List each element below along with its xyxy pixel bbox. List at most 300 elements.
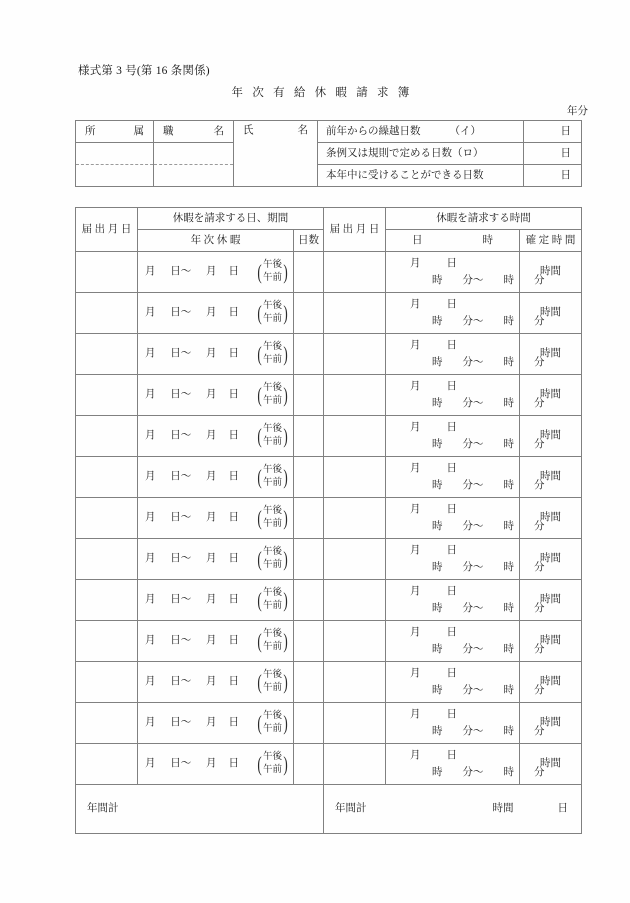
bracket-close-icon: ) <box>283 628 288 653</box>
cell-leave-hours[interactable] <box>386 744 545 785</box>
table-footer-row <box>76 785 582 834</box>
cell-leave-period[interactable] <box>138 375 294 416</box>
time-month: 月 <box>410 463 421 475</box>
cell-days-count[interactable] <box>294 621 324 662</box>
cell-days-count[interactable] <box>294 703 324 744</box>
form-number: 様式第 3 号(第 16 条関係) <box>78 65 210 77</box>
table-row <box>76 334 582 375</box>
cell-submit-date-left[interactable] <box>76 457 138 498</box>
time-min-from: 分〜 <box>462 561 484 573</box>
option-am[interactable]: 午前 <box>262 478 282 488</box>
period-day-to: 日 <box>228 553 239 565</box>
option-am[interactable]: 午前 <box>262 314 282 324</box>
time-hour-from: 時 <box>432 397 443 409</box>
available-days-value-cell[interactable] <box>524 165 582 187</box>
cell-submit-date-left[interactable] <box>76 621 138 662</box>
time-day: 日 <box>446 381 457 393</box>
cell-leave-hours[interactable] <box>386 703 545 744</box>
header-leave-period <box>138 208 324 230</box>
header-submit-date-left <box>76 208 138 252</box>
time-min-from: 分〜 <box>462 315 484 327</box>
time-month: 月 <box>410 545 421 557</box>
info-table-row <box>76 165 582 187</box>
period-day-from: 日〜 <box>170 553 192 565</box>
cell-submit-date-right[interactable] <box>324 621 386 662</box>
header-days-count-text: 日数 <box>298 234 319 246</box>
period-month-to: 月 <box>205 717 217 729</box>
period-month-from: 月 <box>145 266 156 278</box>
fixed-hours-unit: 時間 <box>540 307 561 319</box>
carryover-days-unit: 日 <box>560 125 571 137</box>
cell-submit-date-left[interactable] <box>76 539 138 580</box>
cell-leave-hours[interactable] <box>386 416 545 457</box>
bracket-open-icon: ( <box>257 259 262 284</box>
period-day-to: 日 <box>228 266 239 278</box>
ampm-selector[interactable] <box>256 341 289 367</box>
cell-leave-hours[interactable] <box>386 457 545 498</box>
bracket-open-icon: ( <box>257 546 262 571</box>
time-month: 月 <box>410 422 421 434</box>
option-am[interactable]: 午前 <box>262 683 282 693</box>
period-day-from: 日〜 <box>170 594 192 606</box>
cell-submit-date-left[interactable] <box>76 662 138 703</box>
period-month-from: 月 <box>145 717 156 729</box>
period-day-to: 日 <box>228 635 239 647</box>
cell-days-count[interactable] <box>294 744 324 785</box>
time-min-from: 分〜 <box>462 479 484 491</box>
time-month: 月 <box>410 381 421 393</box>
time-day: 日 <box>446 422 457 434</box>
cell-days-count[interactable] <box>294 580 324 621</box>
fixed-hours-unit: 時間 <box>540 594 561 606</box>
time-hour-from: 時 <box>432 561 443 573</box>
period-day-to: 日 <box>228 676 239 688</box>
ampm-selector[interactable] <box>256 546 289 572</box>
table-row <box>76 498 582 539</box>
cell-submit-date-left[interactable] <box>76 375 138 416</box>
cell-submit-date-right[interactable] <box>324 498 386 539</box>
cell-leave-hours[interactable] <box>386 293 545 334</box>
header-submit-date-left-text: 届 出 月 日 <box>81 223 132 235</box>
time-hour-to: 時 <box>503 561 514 573</box>
ampm-selector[interactable] <box>256 751 289 777</box>
cell-submit-date-left[interactable] <box>76 744 138 785</box>
fixed-hours-unit: 時間 <box>540 676 561 688</box>
ampm-selector[interactable] <box>256 423 289 449</box>
cell-submit-date-right[interactable] <box>324 375 386 416</box>
bracket-open-icon: ( <box>257 669 262 694</box>
cell-submit-date-right[interactable] <box>324 539 386 580</box>
option-pm[interactable]: 午後 <box>262 424 282 435</box>
time-month: 月 <box>410 340 421 352</box>
time-hour-from: 時 <box>432 315 443 327</box>
time-month: 月 <box>410 586 421 598</box>
time-min-from: 分〜 <box>462 725 484 737</box>
bracket-close-icon: ) <box>283 423 288 448</box>
affiliation-input-cell-2[interactable] <box>76 165 154 187</box>
option-pm[interactable]: 午後 <box>262 301 282 312</box>
table-row <box>76 703 582 744</box>
ampm-selector[interactable] <box>256 259 289 285</box>
time-hour-from: 時 <box>432 684 443 696</box>
time-day: 日 <box>446 299 457 311</box>
cell-leave-period[interactable] <box>138 621 294 662</box>
option-pm[interactable]: 午後 <box>262 260 282 271</box>
period-month-from: 月 <box>145 512 156 524</box>
table-row <box>76 662 582 703</box>
bracket-close-icon: ) <box>283 505 288 530</box>
cell-submit-date-left[interactable] <box>76 334 138 375</box>
period-day-from: 日〜 <box>170 471 192 483</box>
period-day-from: 日〜 <box>170 676 192 688</box>
option-am[interactable]: 午前 <box>262 519 282 529</box>
ampm-selector[interactable] <box>256 382 289 408</box>
option-pm[interactable]: 午後 <box>262 588 282 599</box>
time-min-from: 分〜 <box>462 684 484 696</box>
cell-leave-hours[interactable] <box>386 498 545 539</box>
option-am[interactable]: 午前 <box>262 642 282 652</box>
cell-leave-period[interactable] <box>138 580 294 621</box>
ampm-selector[interactable] <box>256 669 289 695</box>
cell-leave-period[interactable] <box>138 744 294 785</box>
cell-leave-hours[interactable] <box>386 334 545 375</box>
time-day: 日 <box>446 750 457 762</box>
time-hour-from: 時 <box>432 766 443 778</box>
time-hour-to: 時 <box>503 356 514 368</box>
time-hour-from: 時 <box>432 356 443 368</box>
time-month: 月 <box>410 709 421 721</box>
header-days-count <box>294 230 324 252</box>
time-month: 月 <box>410 504 421 516</box>
time-day: 日 <box>446 258 457 270</box>
ampm-selector[interactable] <box>256 587 289 613</box>
cell-days-count[interactable] <box>294 334 324 375</box>
time-day: 日 <box>446 627 457 639</box>
time-min-from: 分〜 <box>462 397 484 409</box>
option-pm[interactable]: 午後 <box>262 752 282 763</box>
period-day-to: 日 <box>228 717 239 729</box>
period-day-to: 日 <box>228 307 239 319</box>
leave-request-table <box>75 207 582 834</box>
cell-submit-date-left[interactable] <box>76 580 138 621</box>
time-min-to: 分 <box>534 684 545 696</box>
table-row <box>76 252 582 293</box>
cell-leave-hours[interactable] <box>386 375 545 416</box>
option-am[interactable]: 午前 <box>262 724 282 734</box>
cell-leave-hours[interactable] <box>386 252 545 293</box>
time-min-to: 分 <box>534 520 545 532</box>
cell-submit-date-left[interactable] <box>76 293 138 334</box>
header-annual-leave-text: 年 次 休 暇 <box>190 234 241 246</box>
period-month-to: 月 <box>205 266 217 278</box>
ampm-selector[interactable] <box>256 710 289 736</box>
option-am[interactable]: 午前 <box>262 437 282 447</box>
option-pm[interactable]: 午後 <box>262 547 282 558</box>
option-am[interactable]: 午前 <box>262 765 282 775</box>
cell-submit-date-right[interactable] <box>324 703 386 744</box>
fixed-hours-unit: 時間 <box>540 553 561 565</box>
cell-days-count[interactable] <box>294 662 324 703</box>
cell-leave-period[interactable] <box>138 498 294 539</box>
option-pm[interactable]: 午後 <box>262 670 282 681</box>
option-am[interactable]: 午前 <box>262 355 282 365</box>
time-hour-from: 時 <box>432 725 443 737</box>
annual-total-left-cell[interactable] <box>76 785 324 834</box>
time-min-to: 分 <box>534 479 545 491</box>
table-row <box>76 375 582 416</box>
period-day-from: 日〜 <box>170 758 192 770</box>
name-label-right: 名 <box>297 125 308 136</box>
cell-submit-date-right[interactable] <box>324 580 386 621</box>
period-month-to: 月 <box>205 553 217 565</box>
bracket-close-icon: ) <box>283 259 288 284</box>
time-min-to: 分 <box>534 602 545 614</box>
period-day-from: 日〜 <box>170 307 192 319</box>
year-label: 年分 <box>567 106 588 117</box>
fixed-hours-unit: 時間 <box>540 348 561 360</box>
cell-leave-period[interactable] <box>138 662 294 703</box>
ampm-selector[interactable] <box>256 464 289 490</box>
header-submit-date-right-text: 届 出 月 日 <box>329 223 380 235</box>
header-day-col: 日 <box>412 234 423 246</box>
affiliation-label-left: 所 <box>85 125 96 137</box>
statutory-days-label: 条例又は規則で定める日数 <box>326 147 452 159</box>
fixed-hours-unit: 時間 <box>540 266 561 278</box>
position-header-cell <box>154 121 234 143</box>
period-month-from: 月 <box>145 471 156 483</box>
time-hour-from: 時 <box>432 643 443 655</box>
time-min-from: 分〜 <box>462 766 484 778</box>
cell-submit-date-left[interactable] <box>76 498 138 539</box>
cell-submit-date-left[interactable] <box>76 416 138 457</box>
cell-leave-period[interactable] <box>138 293 294 334</box>
cell-days-count[interactable] <box>294 539 324 580</box>
affiliation-header-cell <box>76 121 154 143</box>
position-input-cell[interactable] <box>154 143 234 165</box>
option-pm[interactable]: 午後 <box>262 383 282 394</box>
position-input-cell-2[interactable] <box>154 165 234 187</box>
statutory-days-value-cell[interactable] <box>524 143 582 165</box>
time-hour-from: 時 <box>432 274 443 286</box>
time-min-to: 分 <box>534 356 545 368</box>
bracket-open-icon: ( <box>257 628 262 653</box>
time-day: 日 <box>446 504 457 516</box>
time-min-to: 分 <box>534 561 545 573</box>
option-pm[interactable]: 午後 <box>262 629 282 640</box>
time-hour-to: 時 <box>503 274 514 286</box>
option-am[interactable]: 午前 <box>262 601 282 611</box>
cell-days-count[interactable] <box>294 375 324 416</box>
cell-leave-period[interactable] <box>138 334 294 375</box>
option-pm[interactable]: 午後 <box>262 711 282 722</box>
table-header-row-1 <box>76 208 582 230</box>
time-month: 月 <box>410 627 421 639</box>
cell-days-count[interactable] <box>294 498 324 539</box>
fixed-hours-unit: 時間 <box>540 430 561 442</box>
cell-leave-period[interactable] <box>138 457 294 498</box>
period-month-to: 月 <box>205 512 217 524</box>
bracket-close-icon: ) <box>283 382 288 407</box>
time-hour-from: 時 <box>432 602 443 614</box>
option-pm[interactable]: 午後 <box>262 465 282 476</box>
period-day-to: 日 <box>228 348 239 360</box>
table-row <box>76 744 582 785</box>
time-hour-to: 時 <box>503 315 514 327</box>
cell-leave-hours[interactable] <box>386 539 545 580</box>
time-hour-from: 時 <box>432 520 443 532</box>
time-day: 日 <box>446 668 457 680</box>
bracket-close-icon: ) <box>283 300 288 325</box>
header-leave-hours <box>386 208 582 230</box>
ampm-selector[interactable] <box>256 505 289 531</box>
cell-submit-date-right[interactable] <box>324 293 386 334</box>
cell-leave-hours[interactable] <box>386 662 545 703</box>
time-hour-from: 時 <box>432 438 443 450</box>
period-day-from: 日〜 <box>170 389 192 401</box>
available-days-label: 本年中に受けることができる日数 <box>326 169 484 181</box>
cell-leave-period[interactable] <box>138 703 294 744</box>
period-day-from: 日〜 <box>170 430 192 442</box>
ampm-selector[interactable] <box>256 300 289 326</box>
carryover-days-mark: （イ） <box>449 125 481 137</box>
period-month-from: 月 <box>145 348 156 360</box>
table-row <box>76 539 582 580</box>
bracket-open-icon: ( <box>257 382 262 407</box>
statutory-days-label-cell <box>318 143 524 165</box>
annual-total-right-cell[interactable] <box>324 785 582 834</box>
period-month-to: 月 <box>205 348 217 360</box>
cell-submit-date-right[interactable] <box>324 252 386 293</box>
time-day: 日 <box>446 586 457 598</box>
header-fixed-hours-text: 確 定 時 間 <box>525 234 576 246</box>
cell-leave-period[interactable] <box>138 539 294 580</box>
time-min-from: 分〜 <box>462 438 484 450</box>
annual-total-days-unit: 日 <box>557 803 568 815</box>
header-leave-period-text: 休暇を請求する日、期間 <box>172 212 289 224</box>
cell-leave-period[interactable] <box>138 252 294 293</box>
bracket-close-icon: ) <box>283 546 288 571</box>
cell-submit-date-right[interactable] <box>324 334 386 375</box>
bracket-close-icon: ) <box>283 341 288 366</box>
cell-days-count[interactable] <box>294 293 324 334</box>
cell-leave-period[interactable] <box>138 416 294 457</box>
time-day: 日 <box>446 709 457 721</box>
time-min-to: 分 <box>534 315 545 327</box>
period-day-to: 日 <box>228 430 239 442</box>
bracket-close-icon: ) <box>283 710 288 735</box>
time-month: 月 <box>410 299 421 311</box>
cell-submit-date-right[interactable] <box>324 744 386 785</box>
header-hour-col: 時 <box>482 234 493 246</box>
cell-submit-date-right[interactable] <box>324 662 386 703</box>
option-am[interactable]: 午前 <box>262 396 282 406</box>
bracket-open-icon: ( <box>257 751 262 776</box>
time-min-to: 分 <box>534 725 545 737</box>
time-month: 月 <box>410 258 421 270</box>
option-pm[interactable]: 午後 <box>262 342 282 353</box>
cell-days-count[interactable] <box>294 416 324 457</box>
period-month-to: 月 <box>205 635 217 647</box>
fixed-hours-unit: 時間 <box>540 471 561 483</box>
employee-info-table <box>75 120 582 187</box>
carryover-days-value-cell[interactable] <box>524 121 582 143</box>
fixed-hours-unit: 時間 <box>540 717 561 729</box>
header-day-hour <box>386 230 520 252</box>
option-pm[interactable]: 午後 <box>262 506 282 517</box>
info-table-row <box>76 143 582 165</box>
name-header-cell <box>234 121 318 187</box>
cell-submit-date-right[interactable] <box>324 416 386 457</box>
table-row <box>76 416 582 457</box>
annual-total-hours-unit: 時間 <box>492 803 514 815</box>
header-submit-date-right <box>324 208 386 252</box>
time-min-to: 分 <box>534 274 545 286</box>
time-hour-to: 時 <box>503 520 514 532</box>
period-day-from: 日〜 <box>170 266 192 278</box>
table-row <box>76 580 582 621</box>
period-month-to: 月 <box>205 430 217 442</box>
ampm-selector[interactable] <box>256 628 289 654</box>
option-am[interactable]: 午前 <box>262 560 282 570</box>
fixed-hours-unit: 時間 <box>540 635 561 647</box>
time-min-from: 分〜 <box>462 274 484 286</box>
time-min-to: 分 <box>534 438 545 450</box>
period-day-from: 日〜 <box>170 635 192 647</box>
info-table-row <box>76 121 582 143</box>
cell-days-count[interactable] <box>294 457 324 498</box>
time-month: 月 <box>410 668 421 680</box>
bracket-open-icon: ( <box>257 464 262 489</box>
affiliation-label-right: 属 <box>133 125 144 137</box>
available-days-label-cell <box>318 165 524 187</box>
cell-leave-hours[interactable] <box>386 621 545 662</box>
period-month-to: 月 <box>205 676 217 688</box>
statutory-days-mark: （ロ） <box>452 147 484 159</box>
statutory-days-unit: 日 <box>560 147 571 159</box>
option-am[interactable]: 午前 <box>262 273 282 283</box>
bracket-open-icon: ( <box>257 505 262 530</box>
period-month-from: 月 <box>145 430 156 442</box>
affiliation-input-cell[interactable] <box>76 143 154 165</box>
period-day-to: 日 <box>228 758 239 770</box>
time-hour-to: 時 <box>503 643 514 655</box>
cell-submit-date-left[interactable] <box>76 252 138 293</box>
time-hour-to: 時 <box>503 725 514 737</box>
period-month-from: 月 <box>145 389 156 401</box>
period-day-from: 日〜 <box>170 717 192 729</box>
bracket-close-icon: ) <box>283 751 288 776</box>
time-hour-to: 時 <box>503 397 514 409</box>
time-hour-to: 時 <box>503 766 514 778</box>
period-day-from: 日〜 <box>170 512 192 524</box>
table-row <box>76 457 582 498</box>
cell-days-count[interactable] <box>294 252 324 293</box>
time-min-from: 分〜 <box>462 356 484 368</box>
time-day: 日 <box>446 340 457 352</box>
bracket-open-icon: ( <box>257 341 262 366</box>
period-day-to: 日 <box>228 471 239 483</box>
period-month-from: 月 <box>145 676 156 688</box>
table-row <box>76 621 582 662</box>
time-month: 月 <box>410 750 421 762</box>
cell-submit-date-right[interactable] <box>324 457 386 498</box>
header-leave-hours-text: 休暇を請求する時間 <box>436 212 531 224</box>
period-month-to: 月 <box>205 389 217 401</box>
cell-leave-hours[interactable] <box>386 580 545 621</box>
period-month-from: 月 <box>145 758 156 770</box>
header-fixed-hours <box>520 230 582 252</box>
cell-submit-date-left[interactable] <box>76 703 138 744</box>
